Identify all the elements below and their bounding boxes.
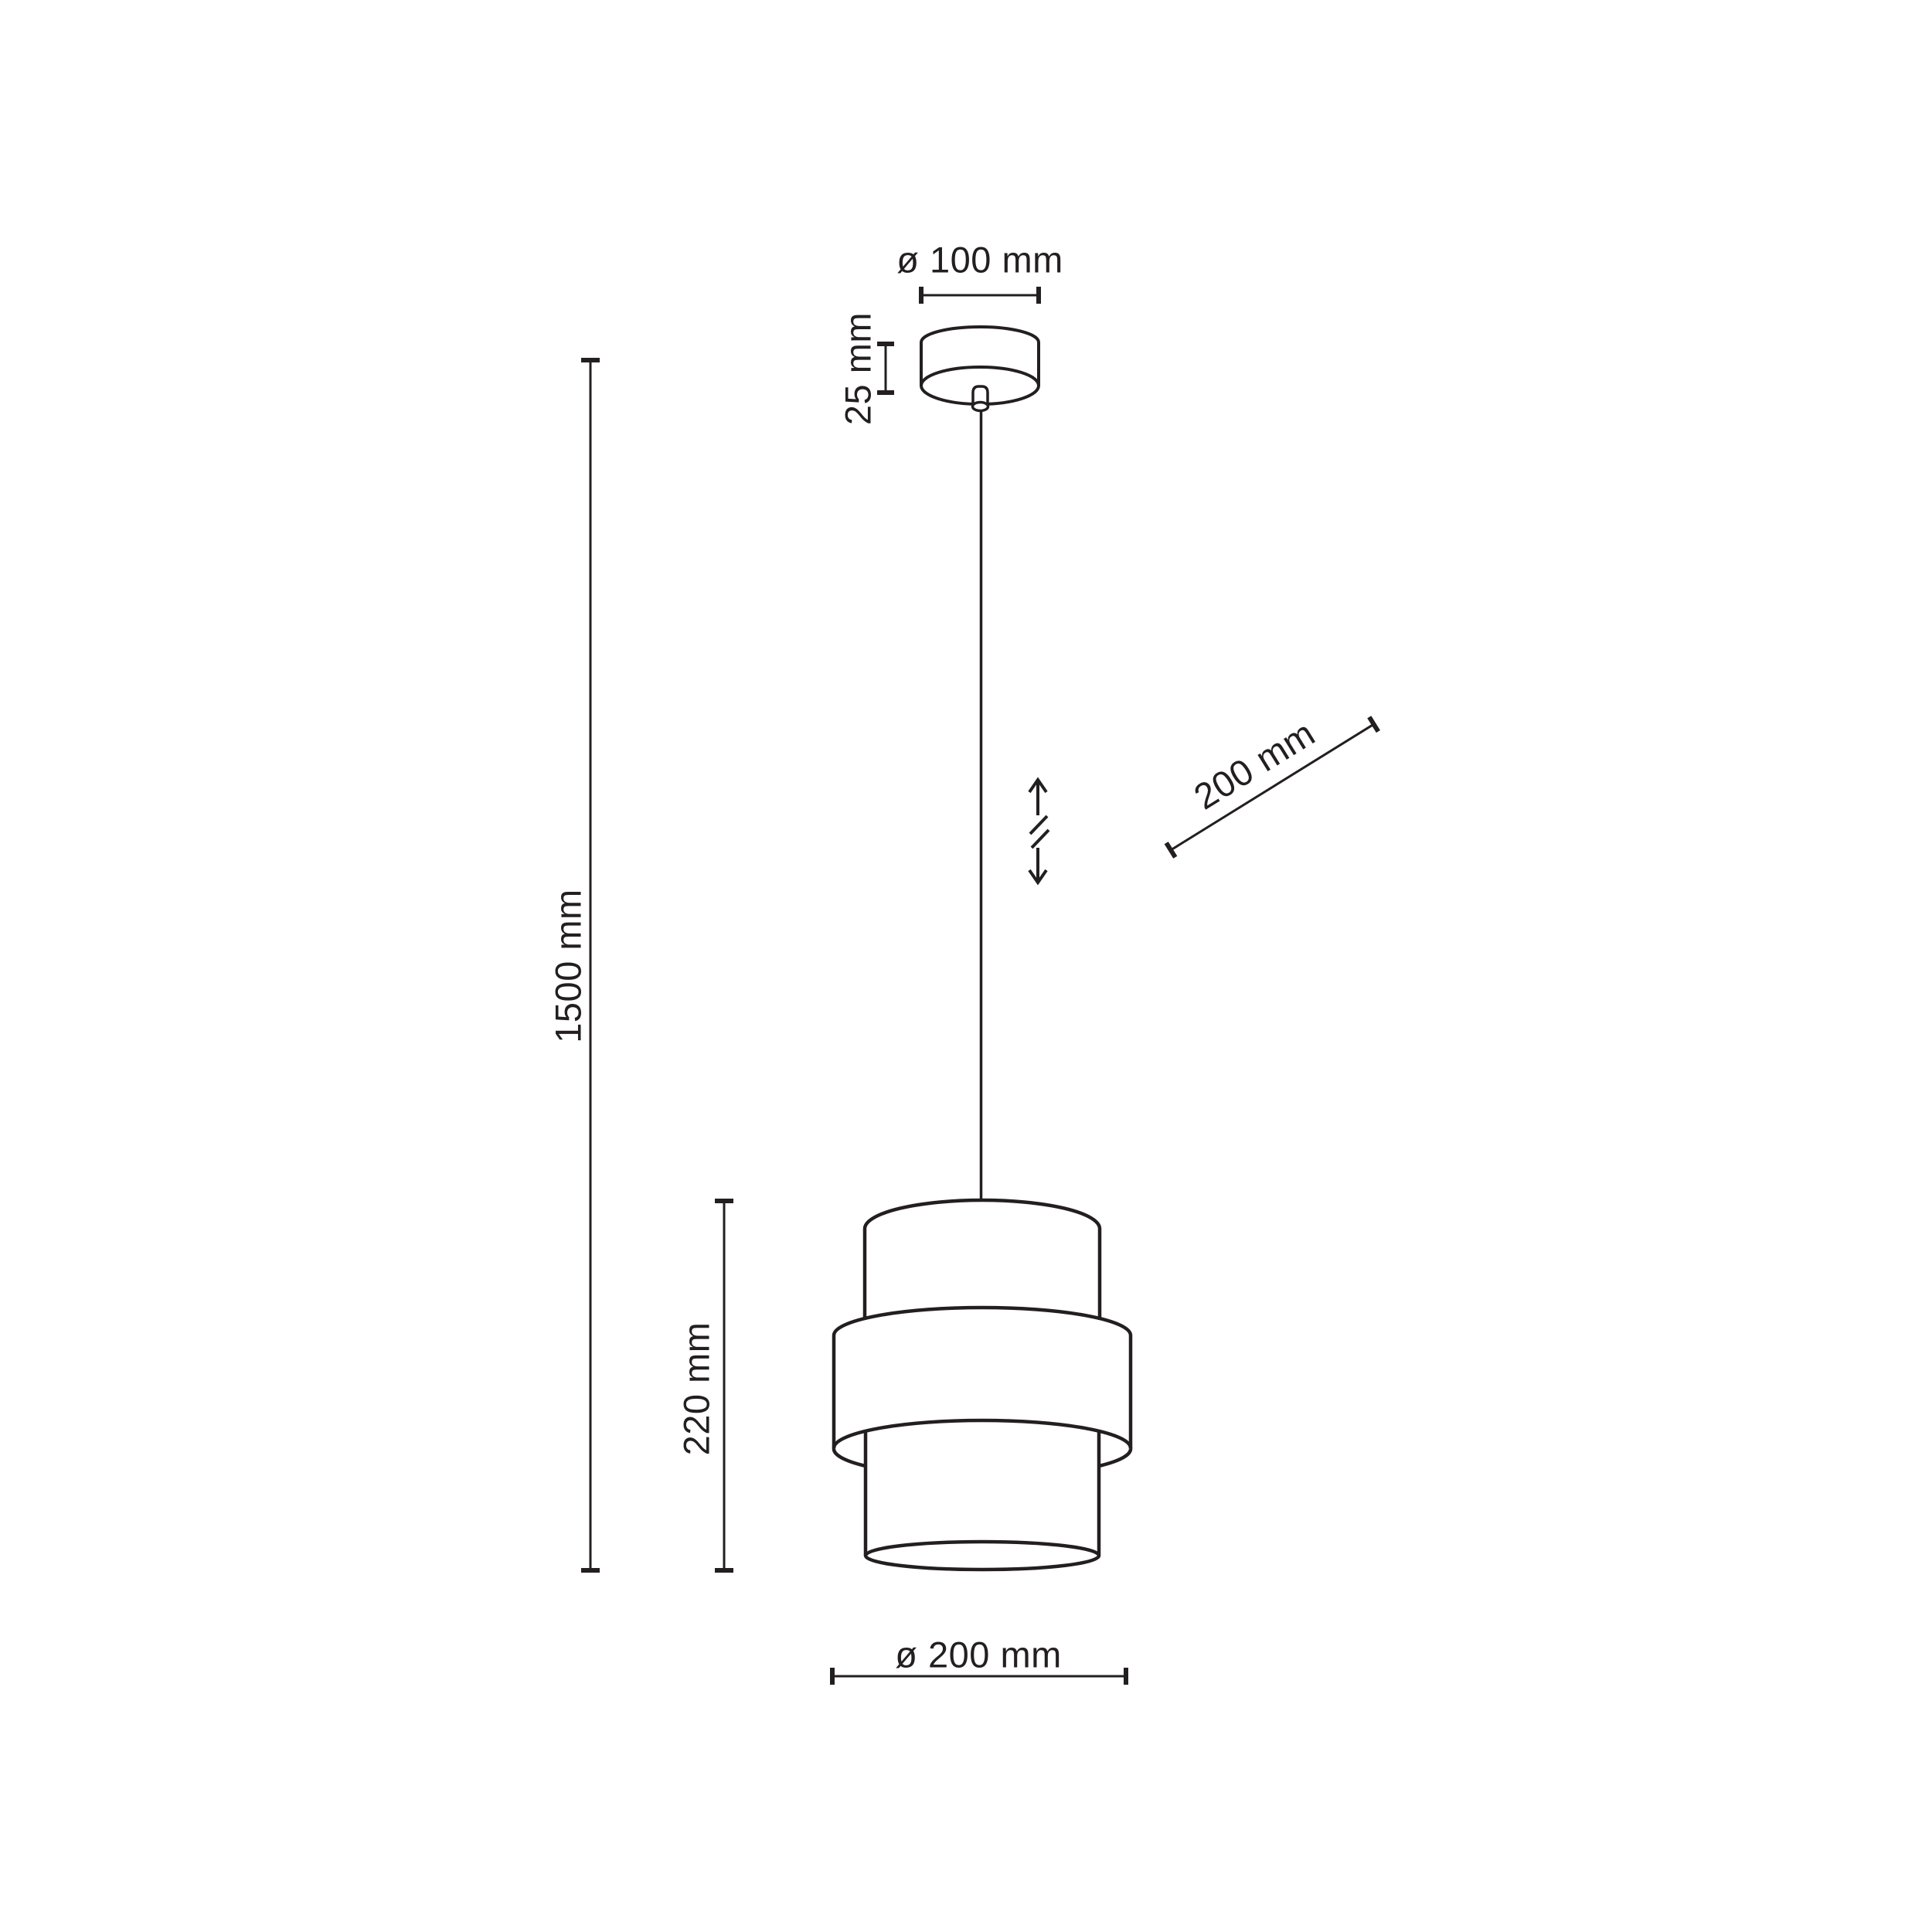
- cable-gland-bottom: [973, 403, 988, 411]
- dimension-shade-height: [676, 1201, 734, 1570]
- canopy-top-arc: [921, 327, 1039, 342]
- cable-length-label: 200 mm: [1186, 712, 1322, 818]
- dimension-canopy-diameter: [896, 240, 1063, 304]
- shade-bottom-tier: [866, 1432, 1099, 1570]
- break-slash-upper: [1030, 816, 1047, 834]
- height-adjustable-symbol: [1029, 780, 1049, 883]
- top-tier-top-arc: [865, 1200, 1100, 1229]
- canopy-height-label: 25 mm: [837, 311, 879, 426]
- middle-band-bottom-lower-arc-right: [1099, 1448, 1131, 1466]
- middle-band-bottom-upper-arc: [834, 1420, 1131, 1448]
- middle-band-bottom-lower-arc-left: [834, 1448, 866, 1466]
- shade-height-label: 220 mm: [675, 1321, 717, 1456]
- bottom-tier-bottom-ellipse: [866, 1542, 1099, 1570]
- middle-band-top-arc: [834, 1308, 1131, 1335]
- lamp-shade: [834, 1200, 1131, 1570]
- shade-diameter-label: ø 200 mm: [895, 1634, 1062, 1675]
- total-height-label: 1500 mm: [547, 889, 589, 1043]
- tick-mark: [1166, 843, 1175, 858]
- dimension-total-height: [548, 360, 600, 1570]
- ceiling-canopy: [921, 327, 1039, 410]
- canopy-diameter-label: ø 100 mm: [896, 239, 1063, 281]
- dimension-cable-length: [1145, 682, 1379, 857]
- dimension-canopy-height: [838, 312, 895, 425]
- shade-top-tier: [865, 1200, 1100, 1320]
- tick-mark: [1369, 717, 1379, 732]
- shade-middle-band: [834, 1308, 1131, 1466]
- break-slash-lower: [1032, 830, 1049, 848]
- dimension-shade-diameter: [832, 1634, 1126, 1685]
